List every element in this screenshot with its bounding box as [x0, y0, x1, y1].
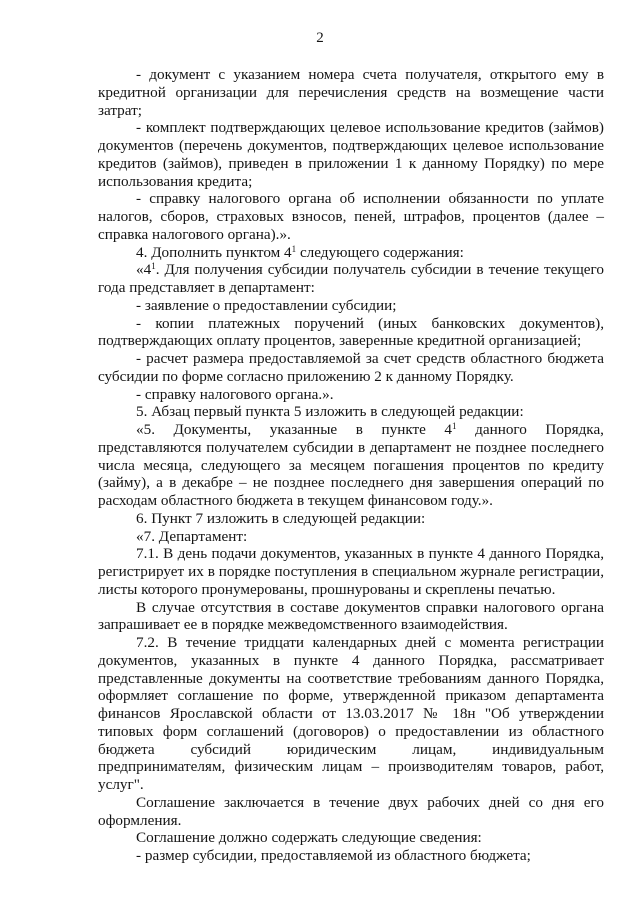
paragraph: - документ с указанием номера счета получателя, открытого ему в кредитной организации для перечисления средств на возмещение части затрат; — [98, 66, 604, 119]
paragraph: 6. Пункт 7 изложить в следующей редакции: — [136, 509, 426, 527]
paragraph: Соглашение заключается в течение двух рабочих дней со дня его оформления. — [98, 793, 604, 829]
paragraph: - копии платежных поручений (иных банковских документов), подтверждающих оплату процентов, заверенные кредитной организацией; — [98, 314, 604, 350]
paragraph: 7.2. В течение тридцати календарных дней с момента регистрации документов, указанных в пункте 4 данного Порядка, рассматривает представленные документы на соответствие требованиям данного Порядка, оформляет соглашение по форме, утвержденной приказом департамента финансов Ярославской области от 13.03.2017 № 18н "Об утверждении типовых форм соглашений (договоров) о предоставлении из областного бюджета субсидий юридическим лицам, индивидуальным предпринимателям, физическим лицам – производителям товаров, работ, услуг". — [98, 634, 604, 793]
paragraph: «7. Департамент: — [136, 527, 248, 545]
page-number: 2 — [316, 30, 324, 46]
paragraph: - справку налогового органа об исполнении обязанности по уплате налогов, сборов, страховых взносов, пеней, штрафов, процентов (далее – справка налогового органа).». — [98, 190, 604, 243]
paragraph: - заявление о предоставлении субсидии; — [136, 296, 397, 314]
paragraph: В случае отсутствия в составе документов справки налогового органа запрашивает ее в порядке межведомственного взаимодействия. — [98, 598, 604, 634]
paragraph: - расчет размера предоставляемой за счет средств областного бюджета субсидии по форме согласно приложению 2 к данному Порядку. — [98, 350, 604, 385]
paragraph: «$4^1$. Для получения субсидии получатель субсидии в течение текущего года представляет в департамент: — [98, 261, 604, 296]
paragraph: - комплект подтверждающих целевое использование кредитов (займов) документов (перечень документов, подтверждающих целевое использование кредитов (займов), приведен в приложении 1 к данному Порядку) по мере использования кредита; — [98, 119, 604, 190]
superscript: 1 — [452, 421, 457, 431]
paragraph: - размер субсидии, предоставляемой из областного бюджета; — [136, 847, 531, 864]
superscript: 1 — [151, 261, 156, 272]
paragraph: 5. Абзац первый пункта 5 изложить в следующей редакции: — [136, 403, 524, 421]
superscript: 1 — [291, 243, 297, 254]
paragraph: «5. Документы, указанные в пункте $4^1$ данного Порядка, представляются получателем субсидии в департамент не позднее последнего числа месяца, следующего за месяцем погашения процентов по кредиту (займу), а в декабре – не позднее последнего дня завершения операций по расходам областного бюджета в текущем финансовом году.». — [98, 421, 604, 509]
paragraph: 7.1. В день подачи документов, указанных в пункте 4 данного Порядка, регистрирует их в порядке поступления в специальном журнале регистрации, листы которого пронумерованы, прошнурованы и скреплены печатью. — [98, 545, 604, 598]
paragraph: - справку налогового органа.». — [136, 385, 334, 403]
paragraph: Соглашение должно содержать следующие сведения: — [136, 829, 482, 847]
document-body — [98, 66, 604, 865]
paragraph: 4. Дополнить пунктом $4^1$ следующего содержания: — [136, 243, 464, 261]
